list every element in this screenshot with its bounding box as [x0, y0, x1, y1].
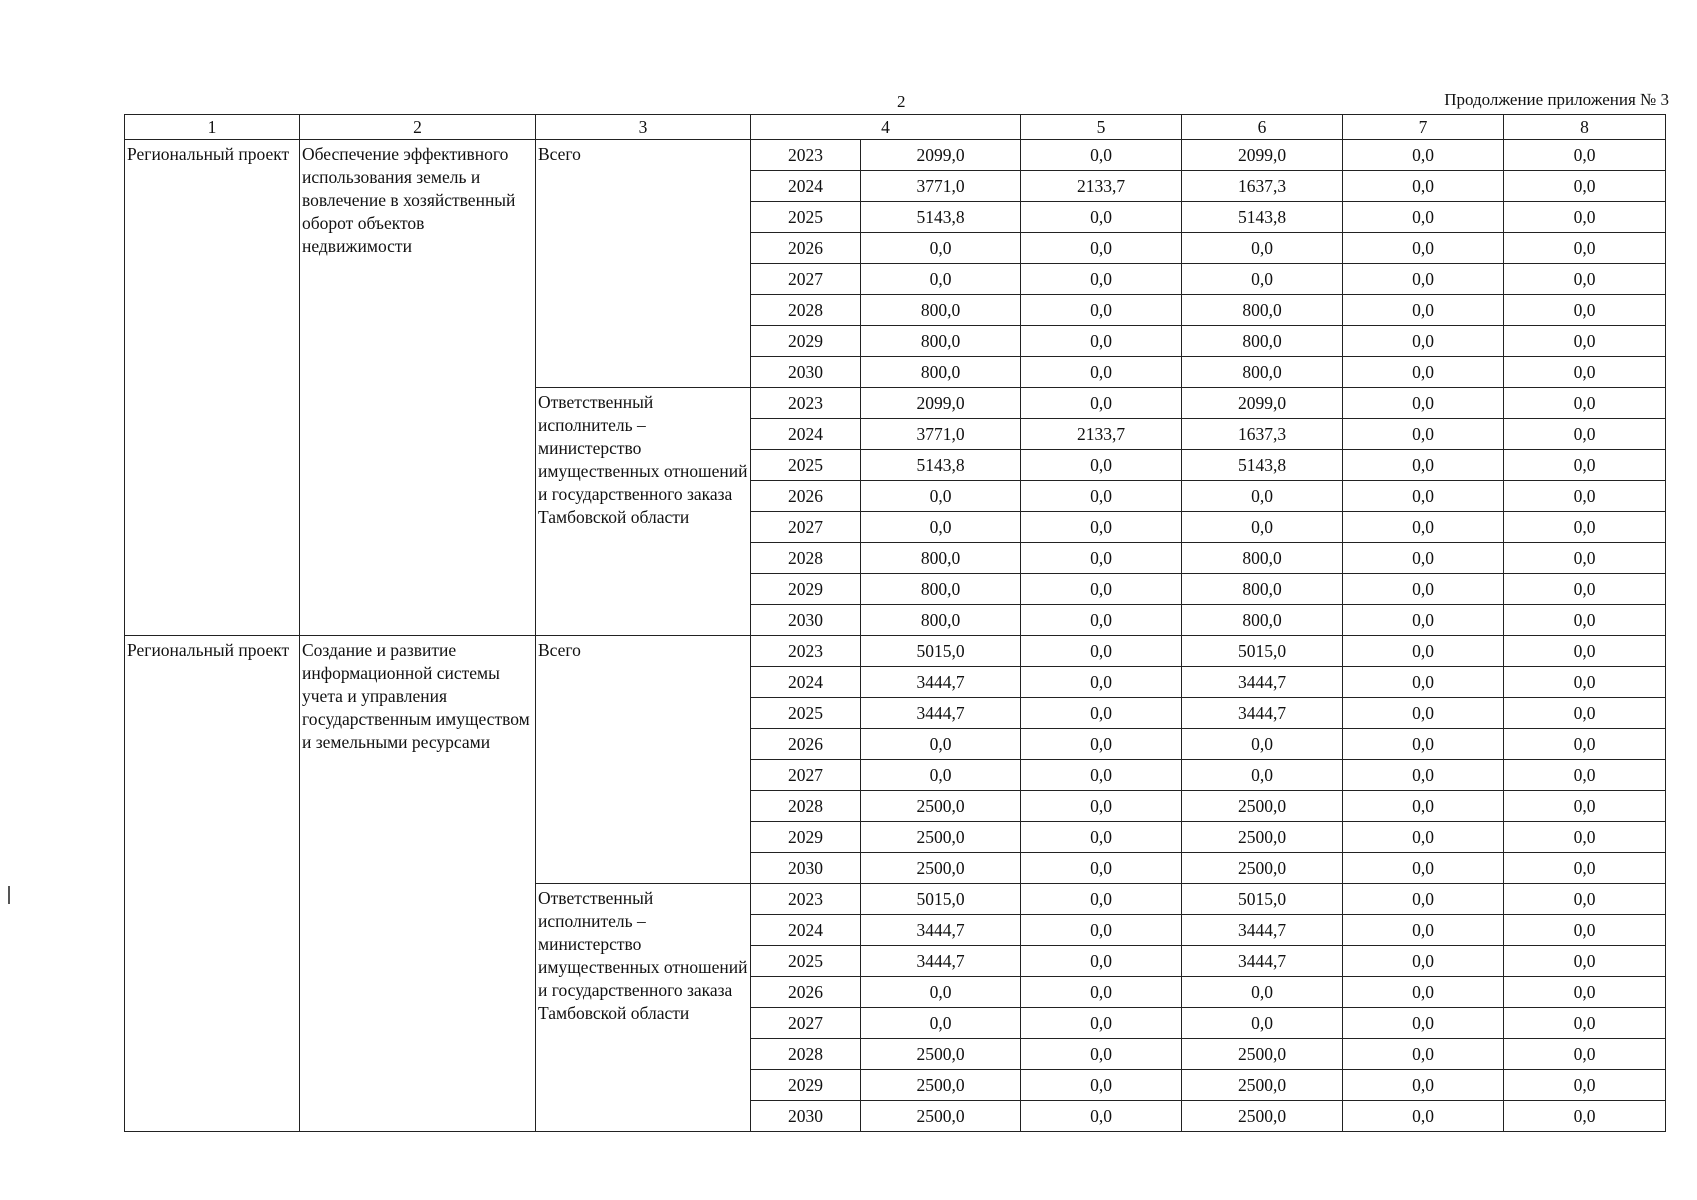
- other-cell: 0,0: [1504, 853, 1666, 884]
- source-cell: Всего: [536, 140, 751, 388]
- other-cell: 0,0: [1504, 884, 1666, 915]
- column-number: 5: [1021, 115, 1182, 140]
- local-cell: 0,0: [1343, 605, 1504, 636]
- year-cell: 2025: [751, 698, 861, 729]
- federal-cell: 0,0: [1021, 543, 1182, 574]
- local-cell: 0,0: [1343, 1039, 1504, 1070]
- federal-cell: 0,0: [1021, 450, 1182, 481]
- total-cell: 3771,0: [861, 171, 1021, 202]
- regional-cell: 5015,0: [1182, 636, 1343, 667]
- total-cell: 0,0: [861, 233, 1021, 264]
- total-cell: 5143,8: [861, 450, 1021, 481]
- year-cell: 2029: [751, 326, 861, 357]
- regional-cell: 2099,0: [1182, 140, 1343, 171]
- regional-cell: 2500,0: [1182, 1070, 1343, 1101]
- regional-cell: 5143,8: [1182, 450, 1343, 481]
- federal-cell: 0,0: [1021, 791, 1182, 822]
- local-cell: 0,0: [1343, 481, 1504, 512]
- federal-cell: 0,0: [1021, 1070, 1182, 1101]
- other-cell: 0,0: [1504, 388, 1666, 419]
- regional-cell: 3444,7: [1182, 698, 1343, 729]
- local-cell: 0,0: [1343, 512, 1504, 543]
- regional-cell: 0,0: [1182, 977, 1343, 1008]
- local-cell: 0,0: [1343, 1101, 1504, 1132]
- local-cell: 0,0: [1343, 667, 1504, 698]
- year-cell: 2030: [751, 853, 861, 884]
- other-cell: 0,0: [1504, 574, 1666, 605]
- source-cell: Ответственный исполнитель – министерство имущественных отношений и государственного заказа Тамбовской области: [536, 884, 751, 1132]
- regional-cell: 800,0: [1182, 574, 1343, 605]
- year-cell: 2026: [751, 977, 861, 1008]
- total-cell: 2099,0: [861, 140, 1021, 171]
- federal-cell: 0,0: [1021, 140, 1182, 171]
- federal-cell: 2133,7: [1021, 171, 1182, 202]
- column-number: 1: [125, 115, 300, 140]
- year-cell: 2026: [751, 233, 861, 264]
- federal-cell: 0,0: [1021, 388, 1182, 419]
- regional-cell: 800,0: [1182, 605, 1343, 636]
- total-cell: 2500,0: [861, 1101, 1021, 1132]
- other-cell: 0,0: [1504, 450, 1666, 481]
- total-cell: 3444,7: [861, 667, 1021, 698]
- regional-cell: 800,0: [1182, 543, 1343, 574]
- local-cell: 0,0: [1343, 729, 1504, 760]
- year-cell: 2024: [751, 915, 861, 946]
- project-name-cell: Обеспечение эффективного использования земель и вовлечение в хозяйственный оборот объектов недвижимости: [300, 140, 536, 636]
- local-cell: 0,0: [1343, 140, 1504, 171]
- regional-cell: 2500,0: [1182, 791, 1343, 822]
- regional-cell: 5015,0: [1182, 884, 1343, 915]
- regional-cell: 2099,0: [1182, 388, 1343, 419]
- year-cell: 2024: [751, 171, 861, 202]
- federal-cell: 0,0: [1021, 264, 1182, 295]
- local-cell: 0,0: [1343, 574, 1504, 605]
- federal-cell: 0,0: [1021, 605, 1182, 636]
- regional-cell: 800,0: [1182, 295, 1343, 326]
- year-cell: 2023: [751, 140, 861, 171]
- total-cell: 800,0: [861, 574, 1021, 605]
- total-cell: 0,0: [861, 1008, 1021, 1039]
- local-cell: 0,0: [1343, 1070, 1504, 1101]
- other-cell: 0,0: [1504, 543, 1666, 574]
- regional-cell: 2500,0: [1182, 853, 1343, 884]
- federal-cell: 0,0: [1021, 1039, 1182, 1070]
- total-cell: 800,0: [861, 326, 1021, 357]
- local-cell: 0,0: [1343, 543, 1504, 574]
- federal-cell: 0,0: [1021, 574, 1182, 605]
- total-cell: 5143,8: [861, 202, 1021, 233]
- regional-cell: 1637,3: [1182, 419, 1343, 450]
- local-cell: 0,0: [1343, 326, 1504, 357]
- federal-cell: 0,0: [1021, 946, 1182, 977]
- table-row: [125, 636, 1666, 667]
- year-cell: 2023: [751, 884, 861, 915]
- local-cell: 0,0: [1343, 853, 1504, 884]
- regional-cell: 0,0: [1182, 1008, 1343, 1039]
- local-cell: 0,0: [1343, 760, 1504, 791]
- total-cell: 2500,0: [861, 853, 1021, 884]
- local-cell: 0,0: [1343, 357, 1504, 388]
- federal-cell: 0,0: [1021, 729, 1182, 760]
- total-cell: 3771,0: [861, 419, 1021, 450]
- federal-cell: 0,0: [1021, 295, 1182, 326]
- federal-cell: 0,0: [1021, 512, 1182, 543]
- other-cell: 0,0: [1504, 357, 1666, 388]
- other-cell: 0,0: [1504, 1070, 1666, 1101]
- year-cell: 2030: [751, 1101, 861, 1132]
- other-cell: 0,0: [1504, 512, 1666, 543]
- total-cell: 3444,7: [861, 946, 1021, 977]
- regional-cell: 2500,0: [1182, 822, 1343, 853]
- federal-cell: 0,0: [1021, 698, 1182, 729]
- regional-cell: 0,0: [1182, 264, 1343, 295]
- column-number: 7: [1343, 115, 1504, 140]
- local-cell: 0,0: [1343, 295, 1504, 326]
- local-cell: 0,0: [1343, 171, 1504, 202]
- federal-cell: 0,0: [1021, 357, 1182, 388]
- source-cell: Всего: [536, 636, 751, 884]
- federal-cell: 0,0: [1021, 667, 1182, 698]
- local-cell: 0,0: [1343, 791, 1504, 822]
- other-cell: 0,0: [1504, 171, 1666, 202]
- other-cell: 0,0: [1504, 233, 1666, 264]
- budget-table: [124, 114, 1666, 1132]
- year-cell: 2023: [751, 636, 861, 667]
- local-cell: 0,0: [1343, 946, 1504, 977]
- other-cell: 0,0: [1504, 729, 1666, 760]
- local-cell: 0,0: [1343, 977, 1504, 1008]
- other-cell: 0,0: [1504, 977, 1666, 1008]
- regional-cell: 3444,7: [1182, 667, 1343, 698]
- total-cell: 0,0: [861, 481, 1021, 512]
- year-cell: 2028: [751, 791, 861, 822]
- other-cell: 0,0: [1504, 760, 1666, 791]
- column-number-row: [125, 115, 1666, 140]
- local-cell: 0,0: [1343, 233, 1504, 264]
- total-cell: 800,0: [861, 357, 1021, 388]
- other-cell: 0,0: [1504, 264, 1666, 295]
- column-number: 2: [300, 115, 536, 140]
- total-cell: 5015,0: [861, 636, 1021, 667]
- year-cell: 2025: [751, 946, 861, 977]
- total-cell: 2099,0: [861, 388, 1021, 419]
- regional-cell: 0,0: [1182, 481, 1343, 512]
- project-type-cell: Региональный проект: [125, 140, 300, 636]
- federal-cell: 2133,7: [1021, 419, 1182, 450]
- regional-cell: 1637,3: [1182, 171, 1343, 202]
- year-cell: 2027: [751, 1008, 861, 1039]
- local-cell: 0,0: [1343, 202, 1504, 233]
- federal-cell: 0,0: [1021, 1101, 1182, 1132]
- other-cell: 0,0: [1504, 946, 1666, 977]
- regional-cell: 3444,7: [1182, 915, 1343, 946]
- local-cell: 0,0: [1343, 822, 1504, 853]
- other-cell: 0,0: [1504, 1008, 1666, 1039]
- other-cell: 0,0: [1504, 202, 1666, 233]
- regional-cell: 0,0: [1182, 760, 1343, 791]
- year-cell: 2027: [751, 264, 861, 295]
- other-cell: 0,0: [1504, 605, 1666, 636]
- other-cell: 0,0: [1504, 822, 1666, 853]
- federal-cell: 0,0: [1021, 233, 1182, 264]
- project-type-cell: Региональный проект: [125, 636, 300, 1132]
- other-cell: 0,0: [1504, 1101, 1666, 1132]
- other-cell: 0,0: [1504, 481, 1666, 512]
- total-cell: 800,0: [861, 543, 1021, 574]
- year-cell: 2025: [751, 450, 861, 481]
- year-cell: 2024: [751, 419, 861, 450]
- other-cell: 0,0: [1504, 140, 1666, 171]
- federal-cell: 0,0: [1021, 884, 1182, 915]
- local-cell: 0,0: [1343, 450, 1504, 481]
- year-cell: 2027: [751, 512, 861, 543]
- federal-cell: 0,0: [1021, 822, 1182, 853]
- year-cell: 2026: [751, 481, 861, 512]
- year-cell: 2024: [751, 667, 861, 698]
- total-cell: 2500,0: [861, 822, 1021, 853]
- federal-cell: 0,0: [1021, 760, 1182, 791]
- continuation-note: Продолжение приложения № 3: [1444, 90, 1669, 109]
- federal-cell: 0,0: [1021, 853, 1182, 884]
- regional-cell: 0,0: [1182, 512, 1343, 543]
- year-cell: 2028: [751, 295, 861, 326]
- local-cell: 0,0: [1343, 1008, 1504, 1039]
- scan-mark: [8, 886, 10, 904]
- local-cell: 0,0: [1343, 636, 1504, 667]
- project-name-cell: Создание и развитие информационной системы учета и управления государственным имуществом и земельными ресурсами: [300, 636, 536, 1132]
- total-cell: 5015,0: [861, 884, 1021, 915]
- year-cell: 2030: [751, 357, 861, 388]
- column-number: 6: [1182, 115, 1343, 140]
- other-cell: 0,0: [1504, 295, 1666, 326]
- year-cell: 2025: [751, 202, 861, 233]
- column-number: 3: [536, 115, 751, 140]
- year-cell: 2027: [751, 760, 861, 791]
- other-cell: 0,0: [1504, 698, 1666, 729]
- other-cell: 0,0: [1504, 915, 1666, 946]
- year-cell: 2028: [751, 1039, 861, 1070]
- other-cell: 0,0: [1504, 326, 1666, 357]
- federal-cell: 0,0: [1021, 481, 1182, 512]
- local-cell: 0,0: [1343, 698, 1504, 729]
- regional-cell: 3444,7: [1182, 946, 1343, 977]
- total-cell: 800,0: [861, 295, 1021, 326]
- federal-cell: 0,0: [1021, 977, 1182, 1008]
- local-cell: 0,0: [1343, 264, 1504, 295]
- year-cell: 2029: [751, 1070, 861, 1101]
- total-cell: 2500,0: [861, 791, 1021, 822]
- regional-cell: 2500,0: [1182, 1101, 1343, 1132]
- regional-cell: 0,0: [1182, 729, 1343, 760]
- regional-cell: 800,0: [1182, 357, 1343, 388]
- year-cell: 2029: [751, 822, 861, 853]
- regional-cell: 0,0: [1182, 233, 1343, 264]
- other-cell: 0,0: [1504, 667, 1666, 698]
- local-cell: 0,0: [1343, 419, 1504, 450]
- year-cell: 2030: [751, 605, 861, 636]
- column-number: 8: [1504, 115, 1666, 140]
- federal-cell: 0,0: [1021, 202, 1182, 233]
- year-cell: 2028: [751, 543, 861, 574]
- other-cell: 0,0: [1504, 1039, 1666, 1070]
- local-cell: 0,0: [1343, 884, 1504, 915]
- year-cell: 2029: [751, 574, 861, 605]
- other-cell: 0,0: [1504, 419, 1666, 450]
- total-cell: 0,0: [861, 977, 1021, 1008]
- total-cell: 2500,0: [861, 1039, 1021, 1070]
- federal-cell: 0,0: [1021, 326, 1182, 357]
- total-cell: 0,0: [861, 264, 1021, 295]
- regional-cell: 800,0: [1182, 326, 1343, 357]
- total-cell: 3444,7: [861, 698, 1021, 729]
- other-cell: 0,0: [1504, 636, 1666, 667]
- table-body: [125, 140, 1666, 1132]
- column-number: 4: [751, 115, 1021, 140]
- total-cell: 0,0: [861, 512, 1021, 543]
- year-cell: 2026: [751, 729, 861, 760]
- federal-cell: 0,0: [1021, 1008, 1182, 1039]
- table-row: [125, 140, 1666, 171]
- regional-cell: 2500,0: [1182, 1039, 1343, 1070]
- regional-cell: 5143,8: [1182, 202, 1343, 233]
- page-number: 2: [897, 92, 906, 111]
- total-cell: 0,0: [861, 760, 1021, 791]
- local-cell: 0,0: [1343, 915, 1504, 946]
- federal-cell: 0,0: [1021, 915, 1182, 946]
- local-cell: 0,0: [1343, 388, 1504, 419]
- total-cell: 0,0: [861, 729, 1021, 760]
- other-cell: 0,0: [1504, 791, 1666, 822]
- total-cell: 2500,0: [861, 1070, 1021, 1101]
- source-cell: Ответственный исполнитель – министерство имущественных отношений и государственного заказа Тамбовской области: [536, 388, 751, 636]
- total-cell: 3444,7: [861, 915, 1021, 946]
- year-cell: 2023: [751, 388, 861, 419]
- federal-cell: 0,0: [1021, 636, 1182, 667]
- total-cell: 800,0: [861, 605, 1021, 636]
